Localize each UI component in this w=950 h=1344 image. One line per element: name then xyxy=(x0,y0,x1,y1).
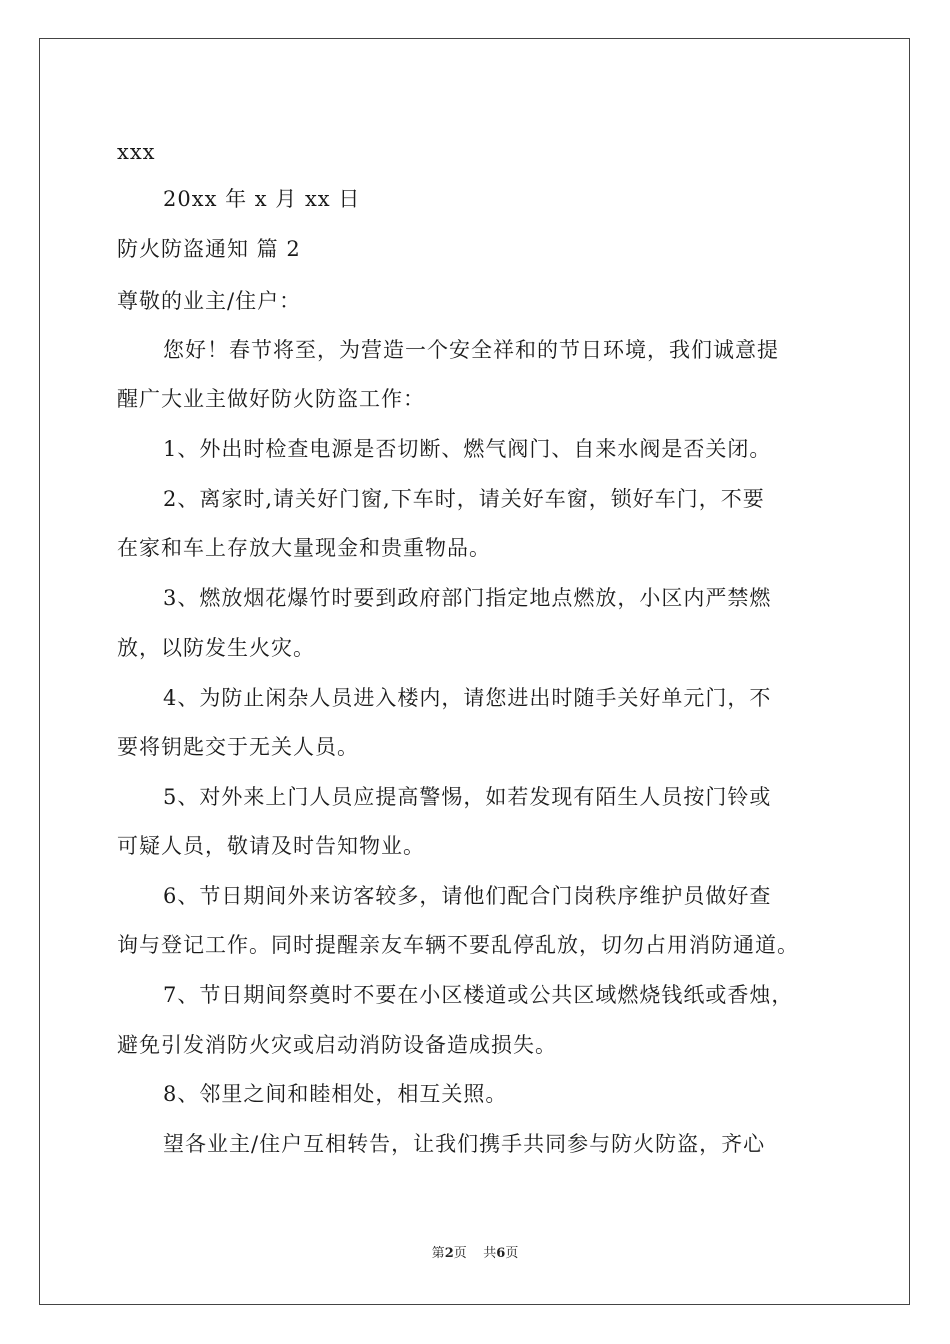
notice-heading: 防火防盗通知 篇 2 xyxy=(117,237,301,261)
paragraph-line: 询与登记工作。同时提醒亲友车辆不要乱停乱放，切勿占用消防通道。 xyxy=(117,933,799,957)
paragraph-line: 8、邻里之间和睦相处，相互关照。 xyxy=(163,1082,508,1106)
paragraph-line: 2、离家时,请关好门窗,下车时，请关好车窗，锁好车门，不要 xyxy=(163,487,765,511)
paragraph-line: 您好！春节将至，为营造一个安全祥和的节日环境，我们诚意提 xyxy=(163,338,779,362)
paragraph-line: 1、外出时检查电源是否切断、燃气阀门、自来水阀是否关闭。 xyxy=(163,437,772,461)
paragraph-line: 在家和车上存放大量现金和贵重物品。 xyxy=(117,536,491,560)
paragraph-line: 要将钥匙交于无关人员。 xyxy=(117,735,359,759)
paragraph-line: 6、节日期间外来访客较多，请他们配合门岗秩序维护员做好查 xyxy=(163,884,772,908)
date-line: 20xx 年 x 月 xx 日 xyxy=(163,187,361,211)
paragraph-line: 醒广大业主做好防火防盗工作： xyxy=(117,387,425,411)
paragraph-line: 7、节日期间祭奠时不要在小区楼道或公共区域燃烧钱纸或香烛， xyxy=(163,983,794,1007)
paragraph-line: 4、为防止闲杂人员进入楼内，请您进出时随手关好单元门，不 xyxy=(163,686,772,710)
page-mid: 页 共 xyxy=(453,1246,497,1261)
paragraph-line: 避免引发消防火灾或启动消防设备造成损失。 xyxy=(117,1033,557,1057)
current-page-number: 2 xyxy=(444,1246,454,1261)
paragraph-line: 3、燃放烟花爆竹时要到政府部门指定地点燃放，小区内严禁燃 xyxy=(163,586,772,610)
paragraph-line: 5、对外来上门人员应提高警惕，如若发现有陌生人员按门铃或 xyxy=(163,785,772,809)
paragraph-line: 望各业主/住户互相转告，让我们携手共同参与防火防盗，齐心 xyxy=(163,1132,766,1156)
total-page-number: 6 xyxy=(496,1246,506,1261)
paragraph-line: 放，以防发生火灾。 xyxy=(117,636,315,660)
salutation: 尊敬的业主/住户： xyxy=(117,289,302,313)
page-frame xyxy=(39,38,910,1305)
page-suffix: 页 xyxy=(505,1246,519,1261)
page-footer xyxy=(0,1245,950,1263)
paragraph-line: 可疑人员，敬请及时告知物业。 xyxy=(117,834,425,858)
signature: xxx xyxy=(117,140,156,164)
page-prefix: 第 xyxy=(431,1246,445,1261)
